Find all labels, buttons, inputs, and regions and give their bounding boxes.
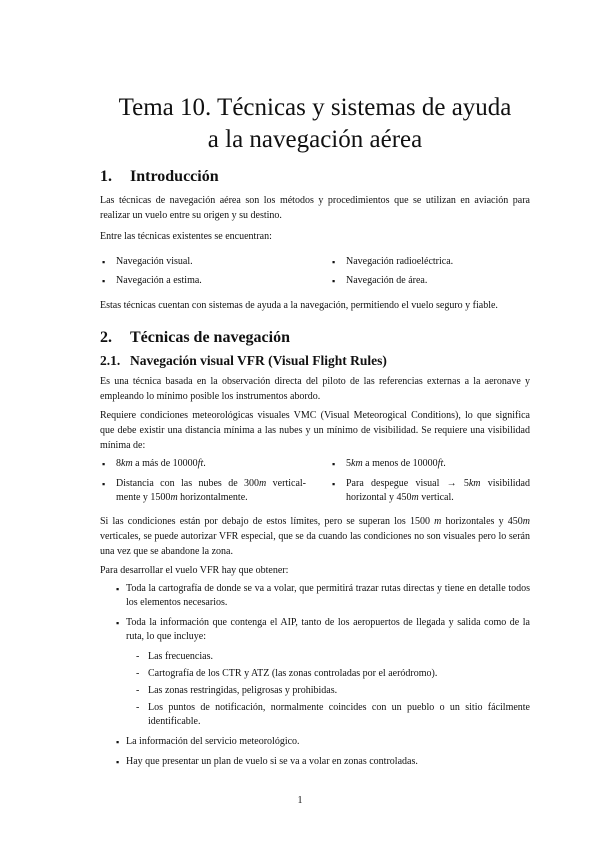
section-number: 2. xyxy=(100,329,112,346)
aip-sublist xyxy=(136,650,530,729)
vmc-paragraph: Requiere condiciones meteorológicas visuales VMC (Visual Meteorogical Conditions), lo que significa que debe existir una distancia mínima a las nubes y un mínimo de visibilidad. Se requiere una visibilidad mínima de: xyxy=(100,410,530,451)
list-item: ▪ Para despegue visual → 5km visibilidad horizontal y 450m vertical. xyxy=(330,477,530,505)
list-item: ▪ Hay que presentar un plan de vuelo si se va a volar en zonas controladas. xyxy=(100,755,530,769)
requirements-intro: Para desarrollar el vuelo VFR hay que obtener: xyxy=(100,565,289,576)
list-item: ▪ Distancia con las nubes de 300m vertical-mente y 1500m horizontalmente. xyxy=(100,477,306,505)
special-vfr-paragraph: Si las condiciones están por debajo de estos límites, pero se superan los 1500 m horizontales y 450m verticales, se puede autorizar VFR especial, que se da cuando las condiciones no son visuales pero lo serán una vez que se abandone la zona. xyxy=(100,516,530,557)
subsection-number: 2.1. xyxy=(100,353,121,368)
section-title: Técnicas de navegación xyxy=(130,329,290,346)
intro-paragraph: Las técnicas de navegación aérea son los métodos y procedimientos que se utilizan en aviación para realizar un vuelo entre su origen y su destino. xyxy=(100,195,530,221)
list-item: ▪ Navegación de área. xyxy=(330,274,427,288)
title-line-1: Tema 10. Técnicas y sistemas de ayuda xyxy=(118,94,512,121)
section-2-heading xyxy=(100,329,290,347)
list-item: ▪ Navegación visual. xyxy=(100,255,193,269)
vfr-definition: Es una técnica basada en la observación directa del piloto de las referencias externas a la aeronave y empleando lo mínimo posible los instrumentos abordo. xyxy=(100,376,530,402)
section-title: Introducción xyxy=(130,168,219,185)
section-1-heading xyxy=(100,168,219,186)
subsection-title: Navegación visual VFR (Visual Flight Rules) xyxy=(130,353,387,368)
subsection-2-1-heading xyxy=(100,353,387,369)
techniques-intro: Entre las técnicas existentes se encuentran: xyxy=(100,231,272,242)
list-item: ▪ La información del servicio meteorológico. xyxy=(100,735,530,749)
sublist-item: - Cartografía de los CTR y ATZ (las zonas controladas por el aeródromo). xyxy=(136,667,530,681)
techniques-summary: Estas técnicas cuentan con sistemas de ayuda a la navegación, permitiendo el vuelo seguro y fiable. xyxy=(100,300,498,311)
requirements-list xyxy=(100,582,530,769)
list-item: ▪ 5km a menos de 10000ft. xyxy=(330,457,530,471)
list-item: ▪ Navegación a estima. xyxy=(100,274,202,288)
title-line-2: a la navegación aérea xyxy=(207,126,423,153)
sublist-item: - Los puntos de notificación, normalmente coincides con un pueblo o un sitio fácilmente identificable. xyxy=(136,701,530,729)
sublist-item: - Las frecuencias. xyxy=(136,650,530,664)
page-number: 1 xyxy=(297,795,303,806)
document-title xyxy=(100,92,530,156)
sublist-item: - Las zonas restringidas, peligrosas y prohibidas. xyxy=(136,684,530,698)
list-item: ▪ Navegación radioeléctrica. xyxy=(330,255,453,269)
list-item: ▪ Toda la cartografía de donde se va a volar, que permitirá trazar rutas directas y tiene en detalle todos los elementos necesarios. xyxy=(100,582,530,610)
list-item: ▪ 8km a más de 10000ft. xyxy=(100,457,316,471)
section-number: 1. xyxy=(100,168,112,185)
list-item: ▪ Toda la información que contenga el AIP, tanto de los aeropuertos de llegada y salida como de la ruta, lo que incluye: - Las frecuencias. - Cartografía de los CTR y ATZ (las zonas controladas por el aeródromo). - Las zonas restringidas, peligrosas y prohibidas. - Los puntos de notificación, normalmente coincides con un pueblo o un sitio fácilmente identificable. xyxy=(100,616,530,729)
